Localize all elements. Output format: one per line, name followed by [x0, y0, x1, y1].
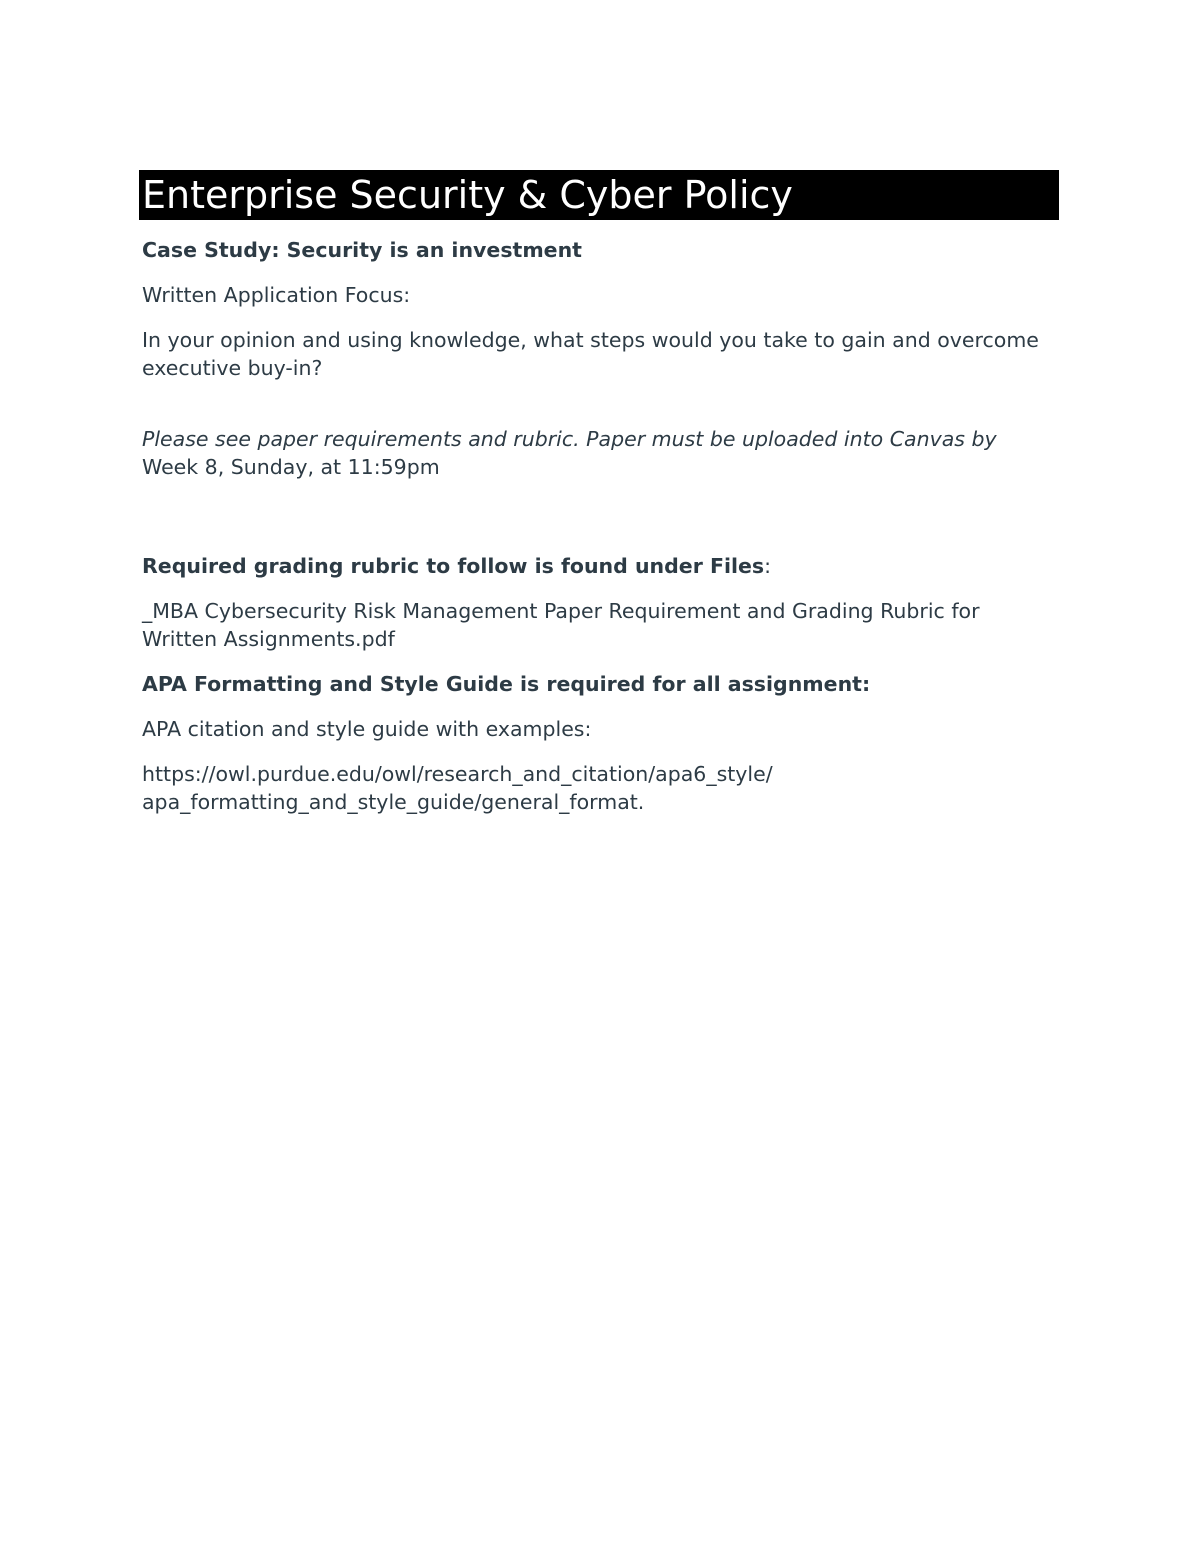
apa-guide-label: APA citation and style guide with examples: — [142, 717, 592, 741]
instructions-italic: Please see paper requirements and rubric. Paper must be uploaded into Canvas by — [142, 427, 997, 451]
rubric-heading — [142, 552, 1057, 580]
deadline-text: Week 8, Sunday, at 11:59pm — [142, 455, 440, 479]
apa-url-line-2: apa_formatting_and_style_guide/general_format. — [142, 790, 645, 814]
rubric-file-name: _MBA Cybersecurity Risk Management Paper Requirement and Grading Rubric for Written Assignments.pdf — [142, 599, 980, 651]
case-study-subtitle: Case Study: Security is an investment — [142, 238, 582, 262]
apa-heading: APA Formatting and Style Guide is required for all assignment: — [142, 672, 871, 696]
document-title: Enterprise Security & Cyber Policy — [142, 173, 793, 217]
document-body — [142, 236, 1057, 816]
submission-instructions — [142, 425, 1057, 481]
rubric-heading-colon: : — [764, 554, 772, 578]
rubric-heading-bold: Required grading rubric to follow is found under Files — [142, 554, 765, 578]
focus-question: In your opinion and using knowledge, what steps would you take to gain and overcome executive buy-in? — [142, 328, 1039, 380]
apa-url — [142, 760, 1057, 816]
written-application-label: Written Application Focus: — [142, 283, 411, 307]
apa-url-line-1: https://owl.purdue.edu/owl/research_and_citation/apa6_style/ — [142, 762, 773, 786]
title-bar — [139, 170, 1059, 220]
